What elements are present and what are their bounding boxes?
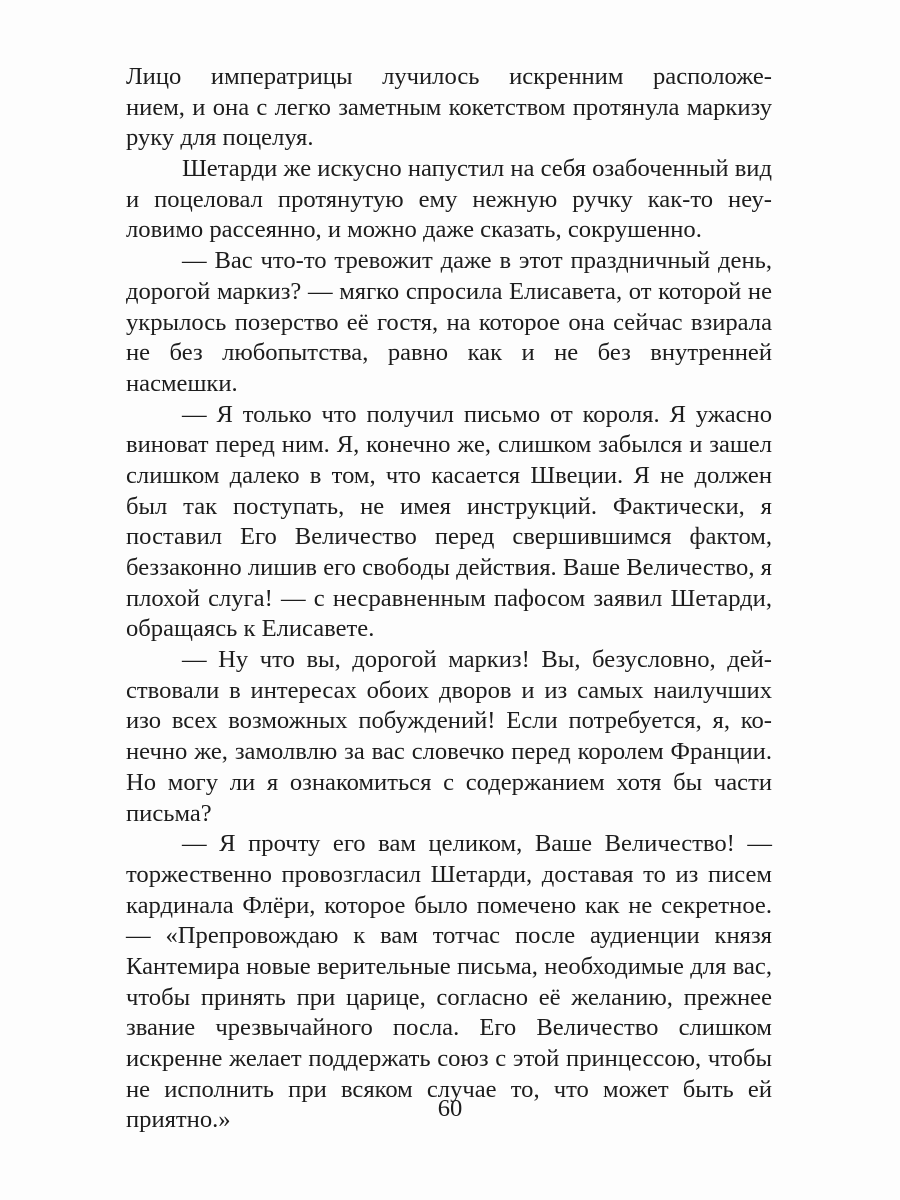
text-line: торжественно провозгласил Шетарди, доставая то из писем (126, 860, 772, 888)
text-line: кардинала Флёри, которое было помечено как не секретное. (126, 891, 772, 919)
text-line: не без любопытства, равно как и не без внутренней (126, 339, 772, 367)
text-line: слишком далеко в том, что касается Швеции. Я не должен (126, 461, 772, 489)
text-line: поставил Его Величество перед свершившимся фактом, (126, 523, 772, 551)
text-line: не исполнить при всяком случае то, что может быть ей (126, 1075, 772, 1103)
text-line: ловимо рассеянно, и можно даже сказать, сокрушенно. (126, 216, 702, 244)
text-line: руку для поцелуя. (126, 124, 314, 152)
text-line: ствовали в интересах обоих дворов и из самых наилучших (126, 676, 772, 704)
text-line: приятно.» (126, 1106, 231, 1134)
text-line: нием, и она с легко заметным кокетством протянула маркизу (126, 93, 772, 121)
page-number: 60 (437, 1095, 463, 1122)
text-line: письма? (126, 799, 212, 827)
text-line: искренне желает поддержать союз с этой принцессою, чтобы (126, 1045, 772, 1072)
text-line: насмешки. (126, 369, 238, 397)
text-line: изо всех возможных побуждений! Если потребуется, я, ко- (126, 707, 772, 735)
text-line: Лицо императрицы лучилось искренним расположе- (126, 63, 772, 90)
text-line: плохой слуга! — с несравненным пафосом заявил Шетарди, (126, 584, 772, 612)
text-line: Кантемира новые верительные письма, необходимые для вас, (126, 952, 772, 980)
text-line: звание чрезвычайного посла. Его Величество слишком (126, 1014, 772, 1042)
text-line: — Вас что-то тревожит даже в этот праздничный день, (182, 247, 772, 275)
text-line: Шетарди же искусно напустил на себя озабоченный вид (182, 155, 772, 183)
body-text (126, 62, 772, 1136)
text-line: — «Препровождаю к вам тотчас после аудиенции князя (126, 922, 772, 950)
text-line: обращаясь к Елисавете. (126, 615, 375, 643)
text-line: укрылось позерство её гостя, на которое она сейчас взирала (126, 308, 772, 336)
text-line: был так поступать, не имея инструкций. Фактически, я (126, 492, 772, 520)
text-line: дорогой маркиз? — мягко спросила Елисавета, от которой не (126, 277, 772, 305)
text-line: — Я только что получил письмо от короля. Я ужасно (182, 400, 772, 428)
text-line: нечно же, замолвлю за вас словечко перед королем Франции. (126, 738, 772, 766)
text-line: беззаконно лишив его свободы действия. Ваше Величество, я (126, 554, 772, 581)
text-line: Но могу ли я ознакомиться с содержанием хотя бы части (126, 768, 772, 796)
text-line: чтобы принять при царице, согласно её желанию, прежнее (126, 983, 772, 1011)
text-line: виноват перед ним. Я, конечно же, слишком забылся и зашел (126, 431, 772, 459)
text-line: — Ну что вы, дорогой маркиз! Вы, безусловно, дей- (182, 646, 772, 674)
text-line: и поцеловал протянутую ему нежную ручку как-то неу- (126, 185, 772, 213)
text-line: — Я прочту его вам целиком, Ваше Величество! — (182, 830, 772, 858)
